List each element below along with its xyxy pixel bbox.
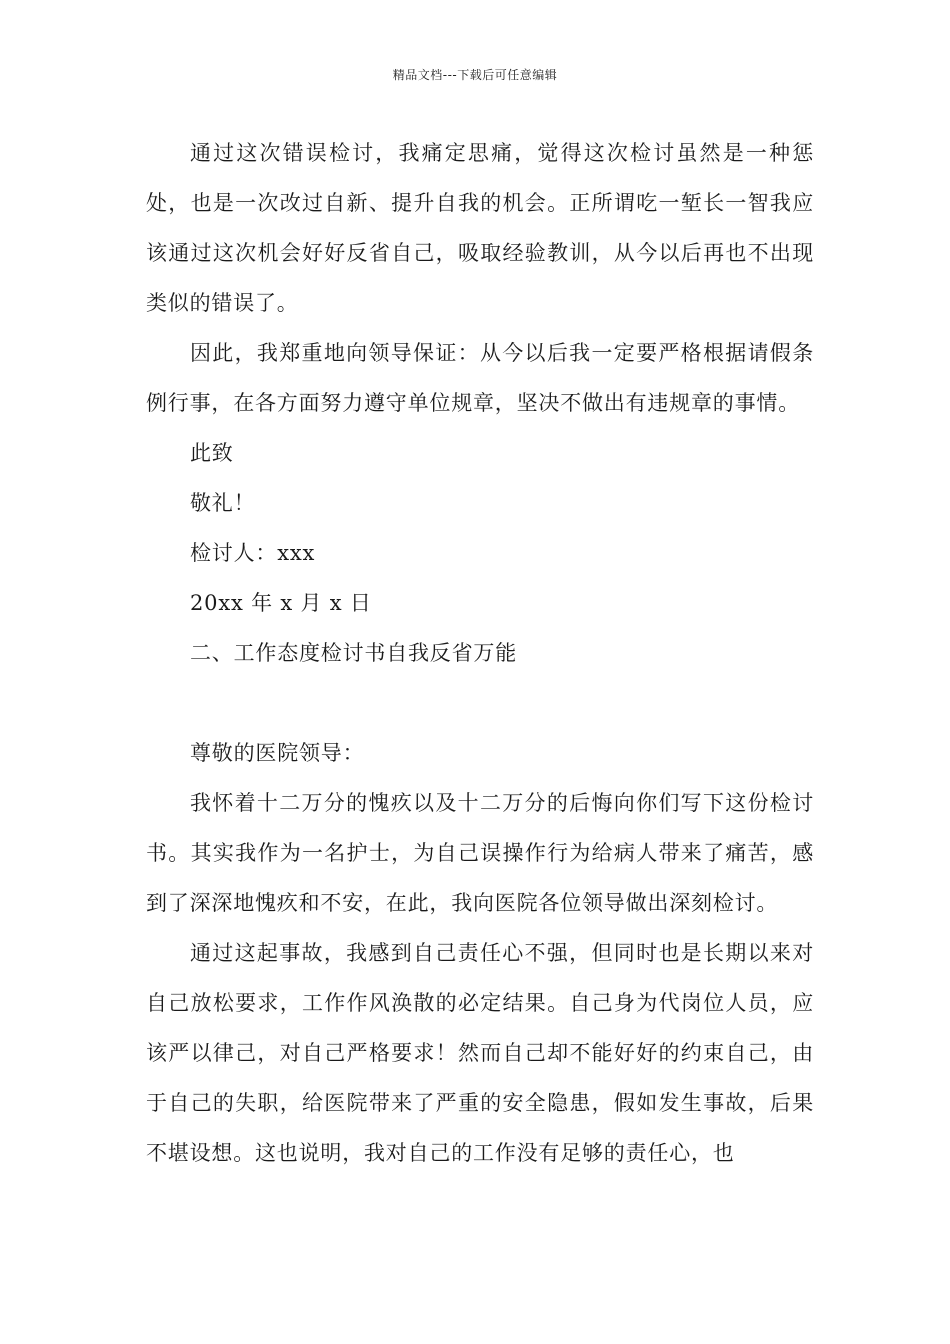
closing-phrase: 此致 — [190, 441, 234, 465]
paragraph-apology: 我怀着十二万分的愧疚以及十二万分的后悔向你们写下这份检讨书。其实我作为一名护士，为自己误操作行为给病人带来了痛苦，感到了深深地愧疚和不安，在此，我向医院各位领导做出深刻检讨。 — [146, 791, 814, 915]
section-title: 二、工作态度检讨书自我反省万能 — [190, 641, 517, 665]
salutation: 敬礼！ — [190, 491, 256, 515]
blank-line — [146, 678, 814, 728]
date-line: 20xx 年 x 月 x 日 — [190, 591, 372, 615]
page-header: 精品文档---下载后可任意编辑 — [392, 68, 558, 82]
signer-line: 检讨人：xxx — [190, 541, 316, 565]
paragraph-pledge: 因此，我郑重地向领导保证：从今以后我一定要严格根据请假条例行事，在各方面努力遵守单位规章，坚决不做出有违规章的事情。 — [146, 341, 814, 415]
letter-greeting: 尊敬的医院领导： — [190, 741, 365, 765]
paragraph-reflection: 通过这次错误检讨，我痛定思痛，觉得这次检讨虽然是一种惩处，也是一次改过自新、提升自我的机会。正所谓吃一堑长一智我应该通过这次机会好好反省自己，吸取经验教训，从今以后再也不出现类似的错误了。 — [146, 141, 814, 315]
document-body — [146, 128, 814, 1178]
paragraph-incident: 通过这起事故，我感到自己责任心不强，但同时也是长期以来对自己放松要求，工作作风涣散的必定结果。自己身为代岗位人员，应该严以律己，对自己严格要求！然而自己却不能好好的约束自己，由于自己的失职，给医院带来了严重的安全隐患，假如发生事故，后果不堪设想。这也说明，我对自己的工作没有足够的责任心，也 — [146, 941, 814, 1165]
